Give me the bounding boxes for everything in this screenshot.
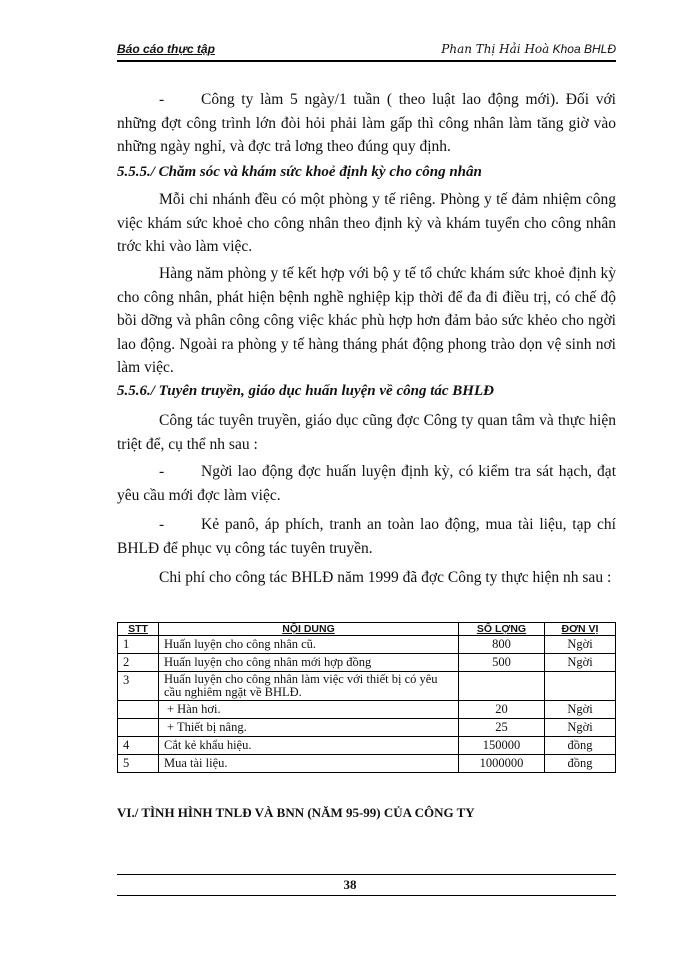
paragraph-text: Ngời lao động đợc huấn luyện định kỳ, có kiểm tra sát hạch, đạt yêu cầu mới đợc làm việc. (117, 463, 616, 504)
table-row (118, 654, 616, 672)
cell-content: + Thiết bị nâng. (159, 719, 459, 737)
cell-stt: 4 (118, 737, 159, 755)
col-quantity: SỐ LỢNG (459, 623, 545, 636)
paragraph-text: Kẻ panô, áp phích, tranh an toàn lao động, mua tài liệu, tạp chí BHLĐ để phục vụ công tác tuyên truyền. (117, 516, 616, 557)
paragraph-training (117, 460, 616, 507)
cell-content: Cắt kẻ khẩu hiệu. (159, 737, 459, 755)
cell-content: Huấn luyện cho công nhân cũ. (159, 636, 459, 654)
footer-rule-bottom (117, 895, 616, 896)
paragraph-posters (117, 513, 616, 560)
section-heading-vi: VI./ TÌNH HÌNH TNLĐ VÀ BNN (NĂM 95-99) CỦA CÔNG TY (117, 805, 475, 820)
table-row (118, 701, 616, 719)
cell-unit: đồng (545, 755, 616, 773)
cell-quantity: 1000000 (459, 755, 545, 773)
col-unit: ĐƠN VỊ (545, 623, 616, 636)
table-header-row (118, 623, 616, 636)
table-row (118, 636, 616, 654)
col-stt: STT (118, 623, 159, 636)
cell-content: Huấn luyện cho công nhân làm việc với thiết bị có yêu cầu nghiêm ngặt về BHLĐ. (159, 672, 459, 701)
col-content: NỘI DUNG (159, 623, 459, 636)
paragraph-working-days (117, 88, 616, 159)
department: Khoa BHLĐ (552, 42, 616, 56)
cell-unit: Ngời (545, 636, 616, 654)
paragraph-costs: Chi phí cho công tác BHLĐ năm 1999 đã đợc Công ty thực hiện nh sau : (159, 569, 612, 586)
header-rule (117, 60, 616, 62)
cell-unit: Ngời (545, 654, 616, 672)
paragraph-propaganda: Công tác tuyên truyền, giáo dục cũng đợc Công ty quan tâm và thực hiện triệt để, cụ thể nh sau : (117, 412, 616, 453)
page-number: 38 (343, 877, 357, 892)
cell-quantity: 150000 (459, 737, 545, 755)
cell-quantity: 20 (459, 701, 545, 719)
report-title: Báo cáo thực tập (117, 42, 215, 56)
cell-stt (118, 701, 159, 719)
cell-stt: 5 (118, 755, 159, 773)
table-row (118, 719, 616, 737)
dash-bullet: - (159, 516, 165, 533)
paragraph-text: Công ty làm 5 ngày/1 tuần ( theo luật lao động mới). Đối với những đợt công trình lớn đòi hỏi phải làm gấp thì công nhân làm tăng giờ vào những ngày nghỉ, và đợc trả lơng theo đúng quy định. (117, 91, 616, 155)
cell-content: + Hàn hơi. (159, 701, 459, 719)
author-line (441, 42, 616, 56)
paragraph-health-room: Mỗi chi nhánh đều có một phòng y tế riêng. Phòng y tế đảm nhiệm công việc khám sức khoẻ cho công nhân theo định kỳ và khám tuyển cho công nhân trớc khi vào làm việc. (117, 191, 616, 255)
footer-rule-top (117, 874, 616, 875)
paragraph-annual-checkup: Hàng năm phòng y tế kết hợp với bộ y tế tổ chức khám sức khoẻ định kỳ cho công nhân, phát hiện bệnh nghề nghiệp kịp thời để đa đi điều trị, có chế độ bồi dỡng và phân công công việc khác phù hợp hơn đảm bảo sức khẻo cho ngời lao động. Ngoài ra phòng y tế hàng tháng phát động phong trào dọn vệ sinh nơi làm việc. (117, 265, 616, 376)
dash-bullet: - (159, 91, 165, 108)
cell-content: Huấn luyện cho công nhân mới hợp đồng (159, 654, 459, 672)
cell-stt: 3 (118, 672, 159, 701)
cell-unit (545, 672, 616, 701)
cell-quantity: 500 (459, 654, 545, 672)
cell-stt (118, 719, 159, 737)
cell-stt: 1 (118, 636, 159, 654)
cell-quantity: 800 (459, 636, 545, 654)
dash-bullet: - (159, 463, 165, 480)
cell-unit: Ngời (545, 719, 616, 737)
table-row (118, 672, 616, 701)
cell-quantity: 25 (459, 719, 545, 737)
page-header (117, 42, 616, 58)
cell-unit: đồng (545, 737, 616, 755)
cell-unit: Ngời (545, 701, 616, 719)
table-row (118, 737, 616, 755)
author-name: Phan Thị Hải Hoà (441, 42, 550, 56)
cell-quantity (459, 672, 545, 701)
cost-table (117, 622, 616, 773)
heading-5-5-5: 5.5.5./ Chăm sóc và khám sức khoẻ định kỳ cho công nhân (117, 164, 482, 180)
table-row (118, 755, 616, 773)
cell-stt: 2 (118, 654, 159, 672)
heading-5-5-6: 5.5.6./ Tuyên truyền, giáo dục huấn luyện về công tác BHLĐ (117, 383, 494, 399)
cell-content: Mua tài liệu. (159, 755, 459, 773)
